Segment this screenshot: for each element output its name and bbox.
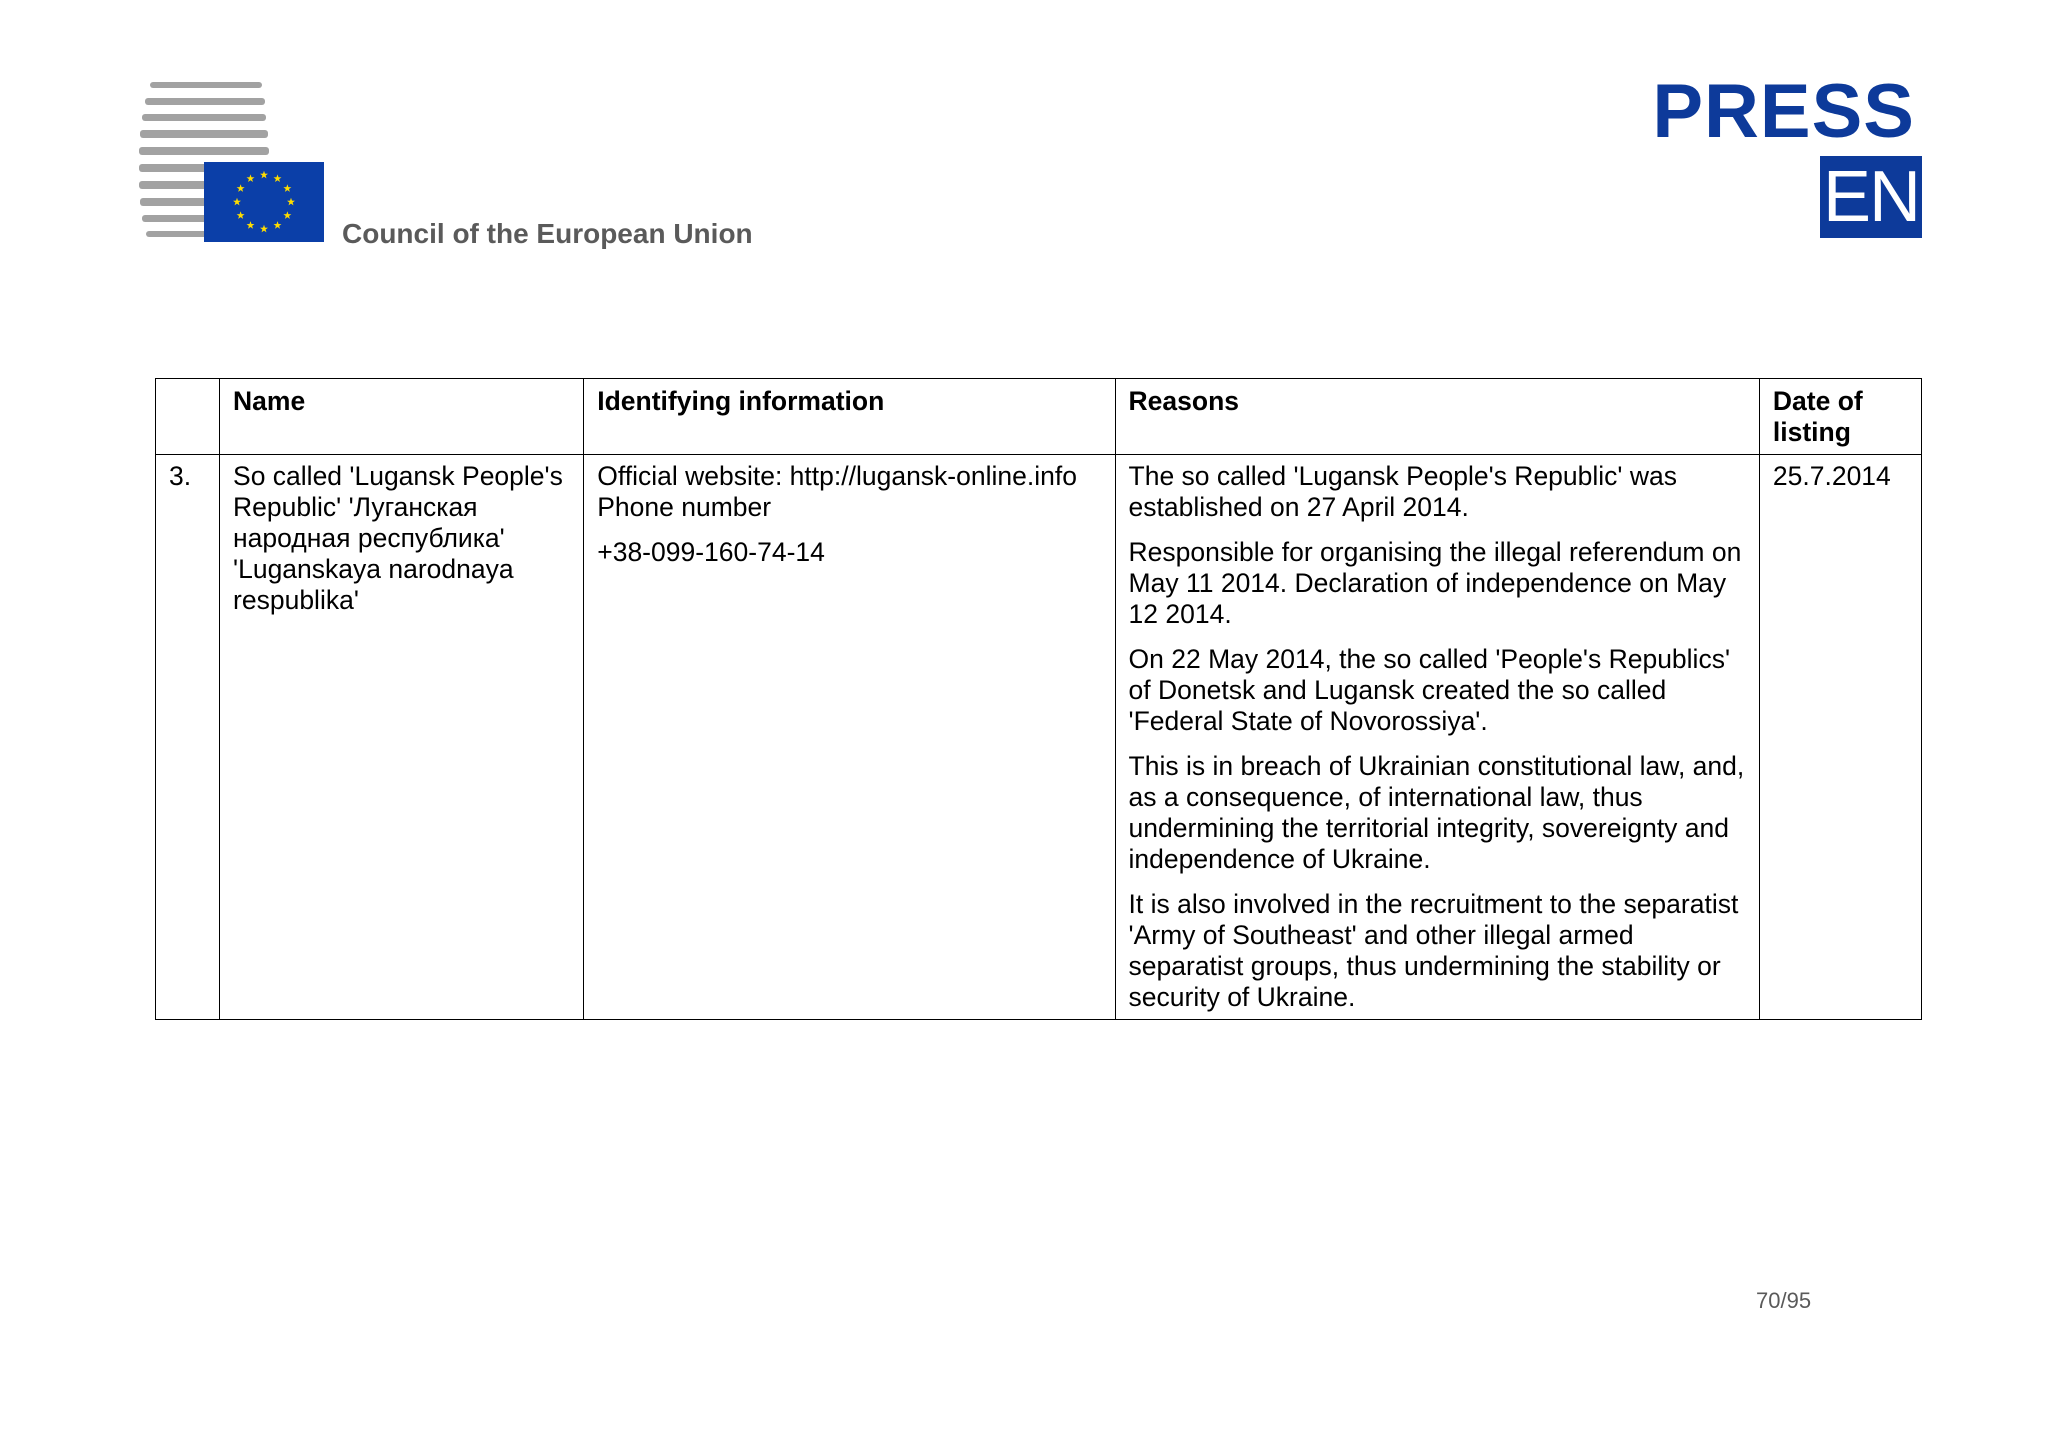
sanctions-table — [155, 378, 1922, 1020]
eu-star-icon — [233, 198, 241, 206]
page-number: 70/95 — [1756, 1288, 1812, 1313]
eu-star-icon — [247, 221, 255, 229]
eu-star-icon — [274, 174, 282, 182]
header-identifying-information: Identifying information — [584, 379, 1115, 455]
eu-star-icon — [283, 184, 291, 192]
row-number: 3. — [156, 455, 220, 1020]
date-of-listing: 25.7.2014 — [1759, 455, 1921, 1020]
council-name: Council of the European Union — [342, 218, 753, 249]
table-row — [156, 455, 1922, 1020]
reasons — [1115, 455, 1759, 1020]
reason-paragraph: On 22 May 2014, the so called 'People's Republics' of Donetsk and Lugansk created the so called 'Federal State of Novorossiya'. — [1128, 644, 1731, 736]
table-header-row — [156, 379, 1922, 455]
eu-star-icon — [287, 198, 295, 206]
press-label: PRESS — [1652, 69, 1915, 154]
header-reasons: Reasons — [1115, 379, 1759, 455]
eu-star-icon — [283, 211, 291, 219]
header-name: Name — [220, 379, 584, 455]
reason-paragraph: This is in breach of Ukrainian constitutional law, and, as a consequence, of international law, thus undermining the territorial integrity, sovereignty and independence of Ukraine. — [1128, 751, 1745, 874]
identifying-information — [584, 455, 1115, 1020]
identifying-website-phone: Official website: http://lugansk-online.info Phone number — [597, 461, 1077, 522]
header-number — [156, 379, 220, 455]
identifying-phone-number: +38-099-160-74-14 — [597, 537, 825, 567]
entity-name: So called 'Lugansk People's Republic' 'Луганская народная республика' 'Luganskaya narodnaya respublika' — [220, 455, 584, 1020]
eu-star-icon — [247, 174, 255, 182]
council-building-logo-icon — [138, 80, 338, 250]
eu-star-icon — [237, 184, 245, 192]
eu-star-icon — [260, 225, 268, 233]
language-label: EN — [1820, 156, 1922, 238]
header-date-of-listing: Date of listing — [1759, 379, 1921, 455]
reason-paragraph: It is also involved in the recruitment to the separatist 'Army of Southeast' and other illegal armed separatist groups, thus undermining the stability or security of Ukraine. — [1128, 889, 1739, 1012]
reason-paragraph: Responsible for organising the illegal referendum on May 11 2014. Declaration of independence on May 12 2014. — [1128, 537, 1742, 629]
reason-paragraph: The so called 'Lugansk People's Republic' was established on 27 April 2014. — [1128, 461, 1677, 522]
eu-star-icon — [274, 221, 282, 229]
eu-star-icon — [260, 171, 268, 179]
eu-flag-icon — [204, 162, 324, 242]
eu-star-icon — [237, 211, 245, 219]
